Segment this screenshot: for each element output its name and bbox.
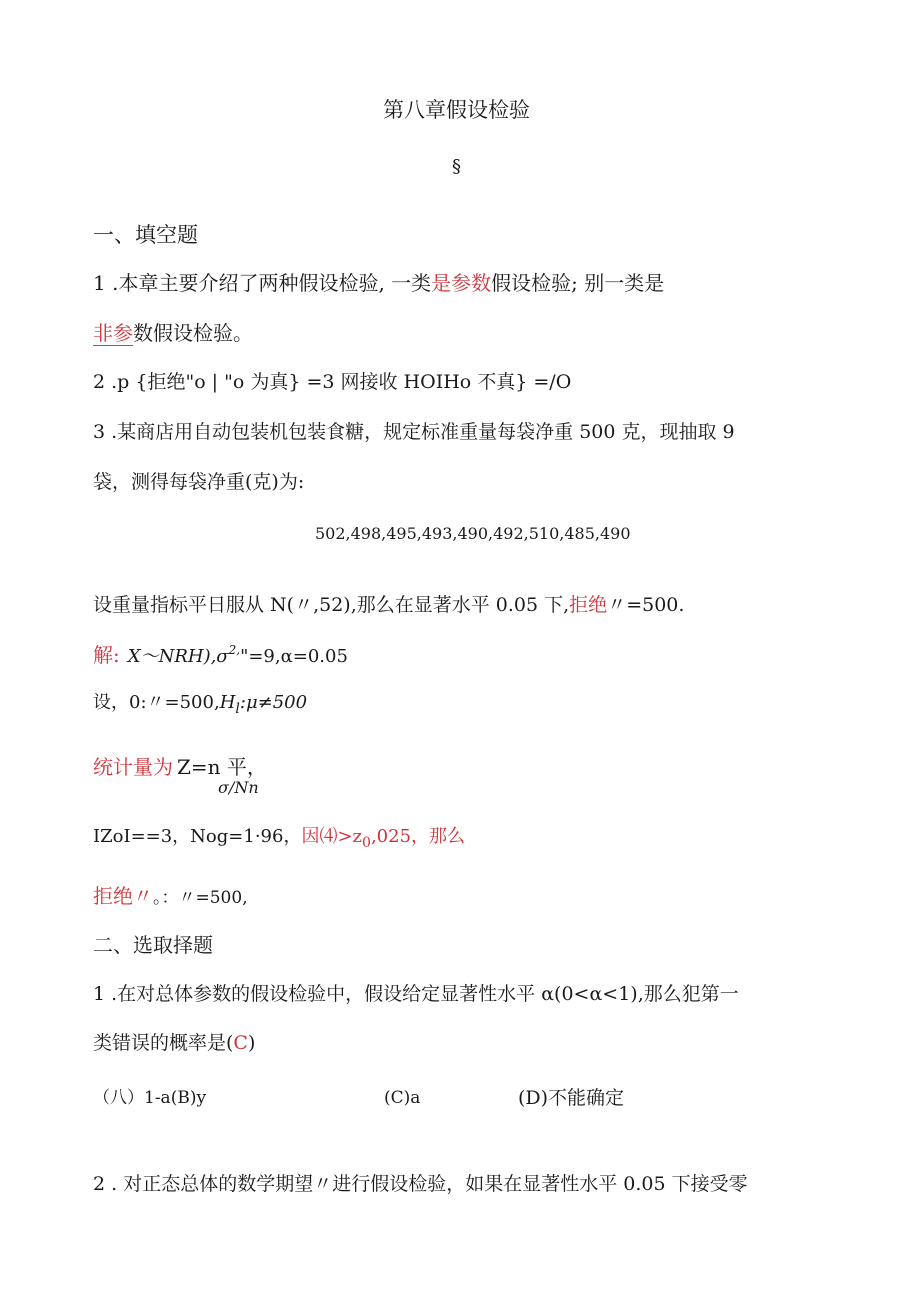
z-value-text: IZoI==3，Nog=1·96，	[93, 826, 302, 847]
z-subscript: 0	[362, 835, 371, 851]
section-heading-multiple-choice: 二、选取择题	[93, 933, 213, 957]
mc-q1-text: 类错误的概率是(	[93, 1032, 234, 1054]
statistic-denominator: σ/Nn	[218, 778, 259, 797]
mc-q1-close: )	[247, 1032, 256, 1054]
solution-label: 解:	[93, 643, 120, 667]
hypothesis-alt: :μ≠500	[239, 692, 308, 713]
question-3-line-1: 3 .某商店用自动包装机包装食糖，规定标准重量每袋净重 500 克，现抽取 9	[93, 421, 735, 443]
solution-distribution: X〜NRH),σ	[127, 646, 229, 667]
question-3-line-3	[93, 596, 684, 615]
page-title: 第八章假设检验	[383, 98, 530, 122]
statistic-line	[93, 757, 267, 777]
solution-line	[93, 645, 348, 666]
question-1-line-1	[93, 273, 664, 293]
hypothesis-alt-sub: l	[235, 701, 240, 717]
mc-option-a-b: （八）1-a(B)y	[93, 1088, 207, 1108]
q1-answer-nonparametric: 非参	[93, 321, 133, 345]
reject-label: 拒绝	[93, 884, 133, 908]
z-because: 因⑷>z	[301, 826, 363, 847]
statistic-label: 统计量为	[93, 755, 173, 779]
q1-text-a: 1 .本章主要介绍了两种假设检验, 一类	[93, 271, 432, 295]
z-conclusion: ,025，那么	[370, 826, 466, 847]
hypothesis-alt-h: H	[219, 692, 236, 713]
reject-text: 。：〃=500,	[153, 888, 248, 908]
q1-answer-parametric: 是参数	[431, 271, 492, 295]
reject-mu: 〃	[133, 884, 153, 908]
mc-question-2-line-1: 2 . 对正态总体的数学期望〃进行假设检验，如果在显著性水平 0.05 下接受零	[93, 1173, 748, 1195]
solution-superscript: 2,	[228, 643, 241, 657]
z-value-line	[93, 826, 466, 851]
section-mark: §	[452, 156, 461, 177]
mc-question-1-line-1: 1 .在对总体参数的假设检验中，假设给定显著性水平 α(0<α<1),那么犯第一	[93, 983, 739, 1005]
q3-line3-text-c: 〃=500.	[607, 594, 685, 616]
question-3-line-2: 袋，测得每袋净重(克)为:	[93, 471, 305, 493]
mc-question-1-line-2	[93, 1034, 255, 1053]
question-3-data: 502,498,495,493,490,492,510,485,490	[315, 524, 631, 543]
q3-line3-text-a: 设重量指标平日服从 N(〃,52),那么在显著水平 0.05 下,	[93, 594, 570, 616]
mc-option-d: (D)不能确定	[518, 1087, 625, 1109]
q1-text-end: 数假设检验。	[133, 321, 253, 345]
reject-line	[93, 886, 248, 907]
q1-text-c: 假设检验; 别一类是	[491, 271, 665, 295]
q3-answer-reject: 拒绝	[569, 594, 608, 616]
question-2: 2 .p {拒绝"o | "o 为真} =3 网接收 HOIHo 不真} =/O	[93, 371, 572, 393]
mc-q1-answer: C	[233, 1032, 248, 1054]
statistic-formula: Z=n 平，	[177, 755, 267, 779]
hypothesis-null: 设，0:〃=500,	[93, 692, 220, 713]
solution-params: "=9,α=0.05	[240, 646, 348, 667]
section-heading-fill-blank: 一、填空题	[93, 223, 198, 247]
hypothesis-line	[93, 692, 308, 717]
mc-option-c: (C)a	[384, 1088, 421, 1108]
question-1-line-2	[93, 323, 253, 343]
